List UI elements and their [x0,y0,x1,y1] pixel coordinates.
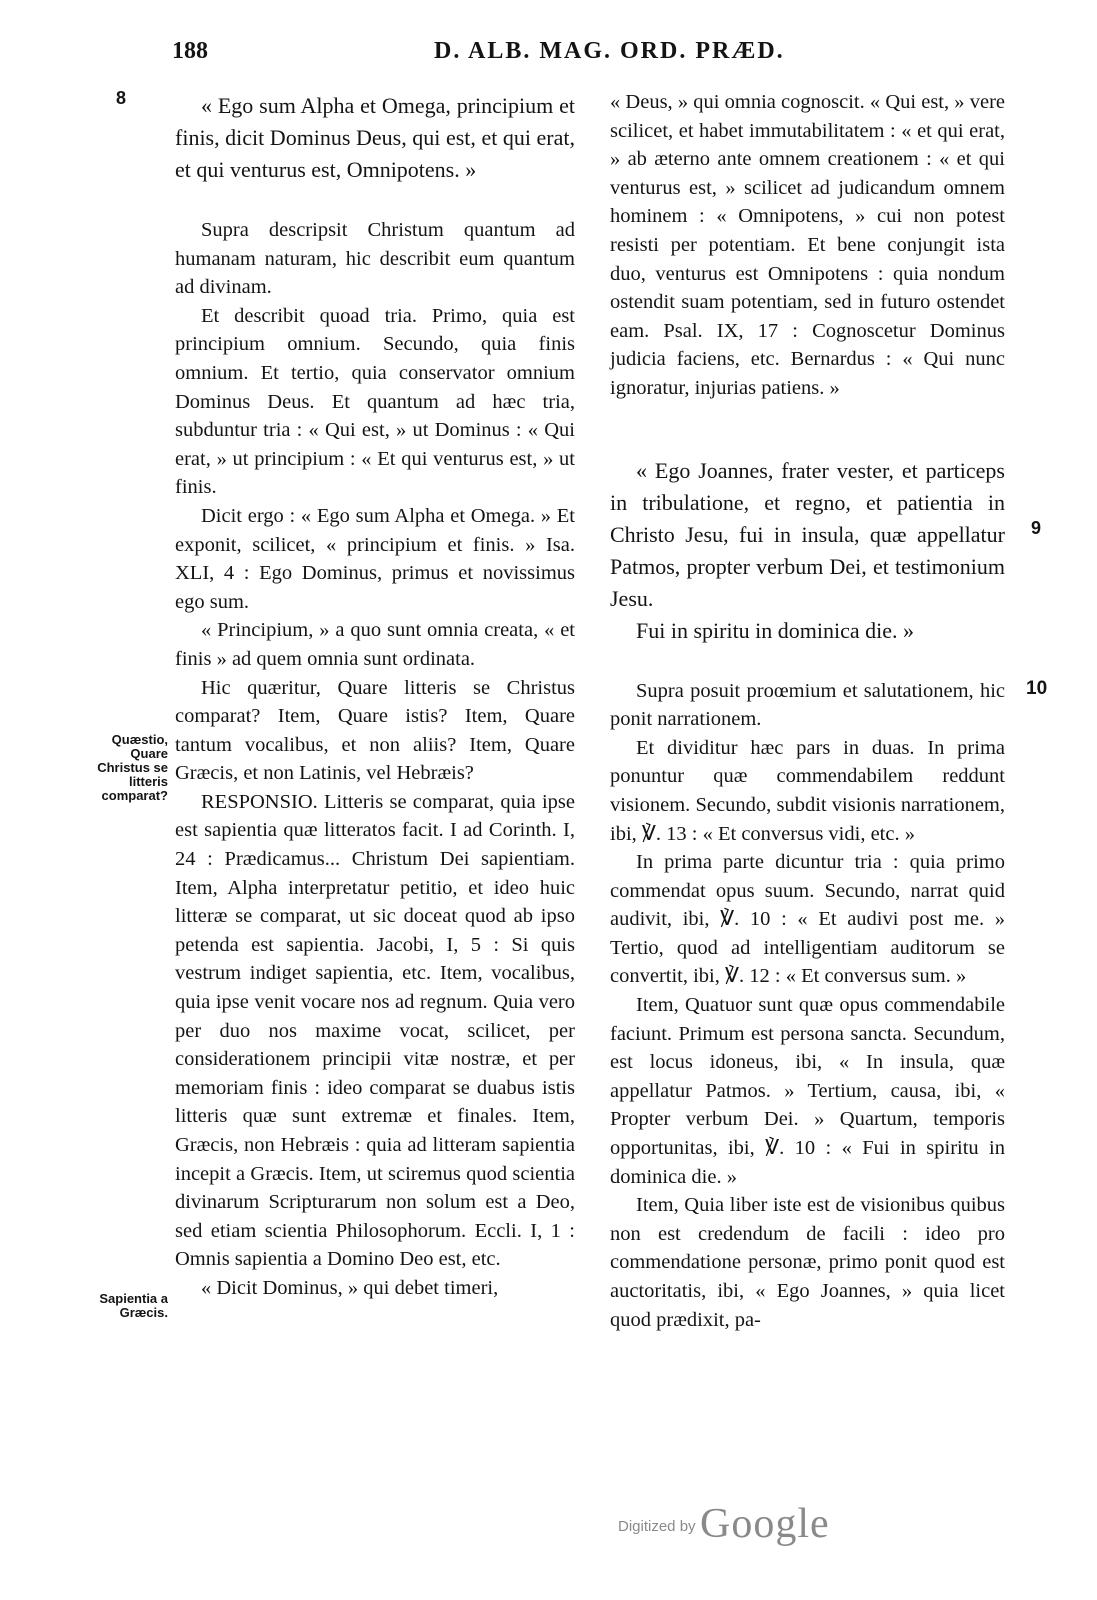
verse-mark-8: 8 [116,88,127,108]
paragraph: In prima parte dicuntur tria : quia primo commendat opus suum. Secundo, narrat quid audivit, ibi, ℣. 10 : « Et audivi post me. » Tertio, quod ad intelligentiam auditorum se convertit, ibi, ℣. 12 : « Et conversus sum. » [610,851,1005,988]
paragraph: « Principium, » a quo sunt omnia creata, « et finis » ad quem omnia sunt ordinata. [175,619,575,670]
paragraph: RESPONSIO. Litteris se comparat, quia ipse est sapientia quæ litteratos facit. I ad Corinth. I, 24 : Prædicamus... Christum Dei sapientiam. Item, Alpha interpretatur petitio, et ideo huic litteræ se comparat, ut sic doceat quod ab ipso petenda est sapientia. Jacobi, I, 5 : Si quis vestrum indiget sapientia, etc. Item, vocalibus, quia ipse venit vocare nos ad regnum. Quia vero per duo nos maxime vocat, scilicet, per considerationem principii vitæ nostræ, et per memoriam finis : ideo comparat se duabus istis litteris quæ sunt extremæ et finales. Item, Græcis, non Hebræis : quia ad litteram sapientia incepit a Græcis. Item, ut sciremus quod scientia divinarum Scripturarum non solum est a Deo, sed etiam scientia Philosophorum. Eccli. I, 1 : Omnis sapientia a Domino Deo est, etc. [175,790,575,1271]
page-header [172,38,1012,78]
left-column [175,90,575,1303]
paragraph: Supra descripsit Christum quantum ad humanam naturam, hic describit eum quantum ad divinam. [175,219,575,299]
digitized-watermark [618,1500,830,1560]
google-logo: Google [700,1501,830,1547]
paragraph: Et describit quoad tria. Primo, quia est principium omnium. Secundo, quia finis omnium. Et tertio, quia conservator omnium Dominus Deus. Et quantum ad hæc tria, subduntur tria : « Qui est, » ut Dominus : « Qui erat, » ut principium : « Et qui venturus est, » ut finis. [175,304,575,499]
margin-note-quaestio: Quæstio, Quare Christus se litteris comparat? [97,732,168,803]
paragraph: Et dividitur hæc pars in duas. In prima ponuntur quæ commendabilem reddunt visionem. Secundo, subdit visionis narrationem, ibi, ℣. 13 : « Et conversus vidi, etc. » [610,736,1005,845]
paragraph: « Deus, » qui omnia cognoscit. « Qui est, » vere scilicet, et habet immutabilitatem : « et qui erat, » ab æterno ante omnem creationem : « et qui venturus est, » scilicet ad judicandum omnem hominem : « Omnipotens, » cui non potest resisti per potentiam. Et bene conjungit ista duo, venturus est Omnipotens : quia nondum ostendit suam potentiam, sed in futuro ostendet eam. Psal. IX, 17 : Cognoscetur Dominus judicia faciens, etc. Bernardus : « Qui nunc ignoratur, injurias patiens. » [610,91,1005,399]
paragraph: Dicit ergo : « Ego sum Alpha et Omega. » Et exponit, scilicet, « principium et finis. » Isa. XLI, 4 : Ego Dominus, primus et novissimus ego sum. [175,504,575,613]
paragraph: Supra posuit proœmium et salutationem, hic ponit narrationem. [610,679,1005,731]
paragraph: Item, Quia liber iste est de visionibus quibus non est credendum de facili : ideo pro commendatione personæ, primo ponit quod est auctoritatis, ibi, « Ego Joannes, » quia licet quod prædixit, pa- [610,1194,1005,1331]
verse-mark-9: 9 [1031,518,1042,538]
right-column [610,88,1005,1334]
digitized-by-text: Digitized by [618,1518,696,1535]
paragraph: Item, Quatuor sunt quæ opus commendabile faciunt. Primum est persona sancta. Secundum, est locus idoneus, ibi, « In insula, quæ appellatur Patmos. » Tertium, causa, ibi, « Propter verbum Dei. » Quartum, temporis opportunitas, ibi, ℣. 10 : « Fui in spiritu in dominica die. » [610,994,1005,1188]
page-number: 188 [172,38,208,64]
scripture-verse-10: Fui in spiritu in dominica die. » [636,617,915,643]
scripture-verse-8: « Ego sum Alpha et Omega, principium et finis, dicit Dominus Deus, qui est, et qui erat, et qui venturus est, Omnipotens. » [175,93,575,182]
running-title: D. ALB. MAG. ORD. PRÆD. [434,38,785,64]
verse-mark-10: 10 [1026,678,1048,699]
margin-note-sapientia: Sapientia a Græcis. [99,1291,168,1320]
scripture-verse-9: « Ego Joannes, frater vester, et particeps in tribulatione, et regno, et patientia in Christo Jesu, fui in insula, quæ appellatur Patmos, propter verbum Dei, et testimonium Jesu. [610,457,1005,611]
paragraph: Hic quæritur, Quare litteris se Christus comparat? Item, Quare istis? Item, Quare tantum vocalibus, et non aliis? Item, Quare Græcis, et non Latinis, vel Hebræis? [175,676,575,785]
paragraph: « Dicit Dominus, » qui debet timeri, [201,1276,499,1299]
